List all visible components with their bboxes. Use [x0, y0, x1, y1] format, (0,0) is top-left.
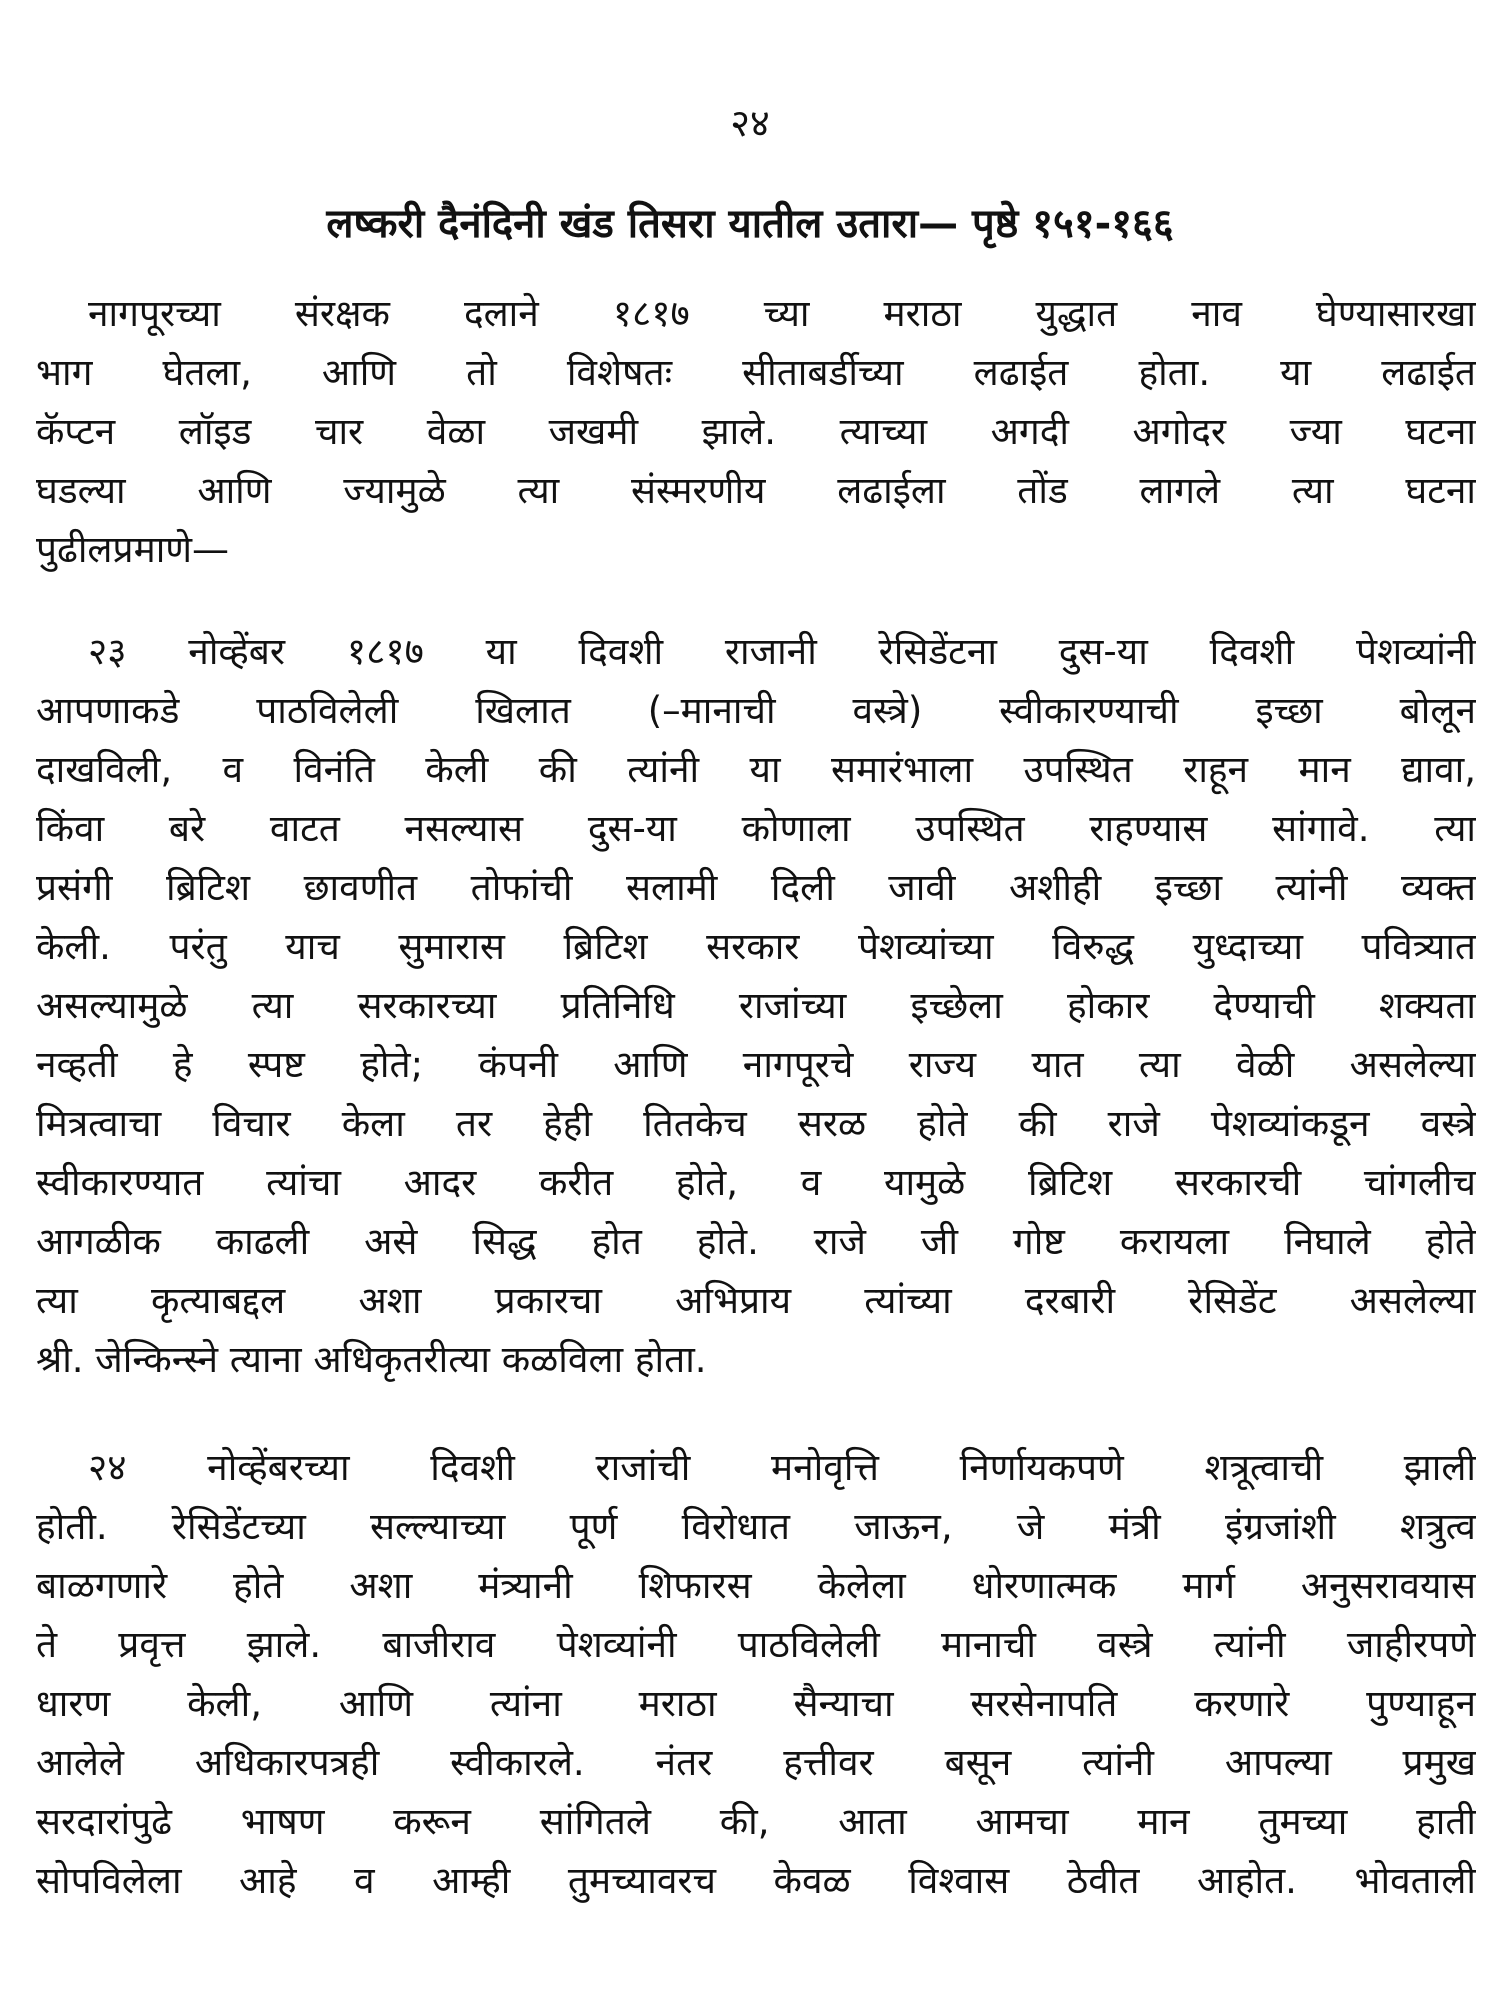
paragraph-line: नागपूरच्या संरक्षक दलाने १८१७ च्या मराठा युद्धात नाव घेण्यासारखा — [88, 292, 1476, 335]
paragraph-line: किंवा बरे वाटत नसल्यास दुस-या कोणाला उपस्थित राहण्यास सांगावे. त्या — [36, 807, 1476, 850]
paragraph-line: भाग घेतला, आणि तो विशेषतः सीताबर्डीच्या लढाईत होता. या लढाईत — [36, 351, 1476, 394]
paragraph-2 — [36, 622, 1476, 1389]
paragraph-line: सरदारांपुढे भाषण करून सांगितले की, आता आमचा मान तुमच्या हाती — [36, 1800, 1476, 1843]
paragraph-line: असल्यामुळे त्या सरकारच्या प्रतिनिधि राजांच्या इच्छेला होकार देण्याची शक्यता — [36, 984, 1476, 1027]
paragraph-line: आपणाकडे पाठविलेली खिलात (–मानाची वस्त्रे) स्वीकारण्याची इच्छा बोलून — [36, 689, 1476, 732]
paragraph-line: नव्हती हे स्पष्ट होते; कंपनी आणि नागपूरचे राज्य यात त्या वेळी असलेल्या — [36, 1043, 1476, 1086]
paragraph-line: सोपविलेला आहे व आम्ही तुमच्यावरच केवळ विश्वास ठेवीत आहोत. भोवताली — [36, 1859, 1476, 1902]
paragraph-line: बाळगणारे होते अशा मंत्र्यानी शिफारस केलेला धोरणात्मक मार्ग अनुसरावयास — [36, 1564, 1476, 1607]
paragraph-line: श्री. जेन्किन्स्ने त्याना अधिकृतरीत्या कळविला होता. — [36, 1338, 707, 1381]
paragraph-line: २३ नोव्हेंबर १८१७ या दिवशी राजानी रेसिडेंटना दुस-या दिवशी पेशव्यांनी — [88, 630, 1476, 673]
paragraph-line: आलेले अधिकारपत्रही स्वीकारले. नंतर हत्तीवर बसून त्यांनी आपल्या प्रमुख — [36, 1741, 1476, 1784]
paragraph-line: होती. रेसिडेंटच्या सल्ल्याच्या पूर्ण विरोधात जाऊन, जे मंत्री इंग्रजांशी शत्रुत्व — [36, 1505, 1476, 1548]
paragraph-1 — [36, 284, 1476, 579]
paragraph-line: स्वीकारण्यात त्यांचा आदर करीत होते, व यामुळे ब्रिटिश सरकारची चांगलीच — [36, 1161, 1476, 1204]
paragraph-line: दाखविली, व विनंति केली की त्यांनी या समारंभाला उपस्थित राहून मान द्यावा, — [36, 748, 1476, 791]
paragraph-line: २४ नोव्हेंबरच्या दिवशी राजांची मनोवृत्ति निर्णायकपणे शत्रूत्वाची झाली — [88, 1446, 1476, 1489]
paragraph-line: मित्रत्वाचा विचार केला तर हेही तितकेच सरळ होते की राजे पेशव्यांकडून वस्त्रे — [36, 1102, 1476, 1145]
paragraph-line: प्रसंगी ब्रिटिश छावणीत तोफांची सलामी दिली जावी अशीही इच्छा त्यांनी व्यक्त — [36, 866, 1476, 909]
paragraph-line: केली. परंतु याच सुमारास ब्रिटिश सरकार पेशव्यांच्या विरुद्ध युध्दाच्या पवित्र्यात — [36, 925, 1476, 968]
paragraph-3 — [36, 1438, 1476, 1910]
paragraph-line: ते प्रवृत्त झाले. बाजीराव पेशव्यांनी पाठविलेली मानाची वस्त्रे त्यांनी जाहीरपणे — [36, 1623, 1476, 1666]
paragraph-line: त्या कृत्याबद्दल अशा प्रकारचा अभिप्राय त्यांच्या दरबारी रेसिडेंट असलेल्या — [36, 1279, 1476, 1322]
paragraph-line: कॅप्टन लॉइड चार वेळा जखमी झाले. त्याच्या अगदी अगोदर ज्या घटना — [36, 410, 1476, 453]
page-heading: लष्करी दैनंदिनी खंड तिसरा यातील उतारा— पृष्ठे १५१-१६६ — [326, 201, 1174, 247]
paragraph-line: धारण केली, आणि त्यांना मराठा सैन्याचा सरसेनापति करणारे पुण्याहून — [36, 1682, 1476, 1725]
paragraph-line: पुढीलप्रमाणे— — [36, 528, 230, 571]
paragraph-line: आगळीक काढली असे सिद्ध होत होते. राजे जी गोष्ट करायला निघाले होते — [36, 1220, 1476, 1263]
page-number: २४ — [730, 101, 770, 145]
paragraph-line: घडल्या आणि ज्यामुळे त्या संस्मरणीय लढाईला तोंड लागले त्या घटना — [36, 469, 1476, 512]
